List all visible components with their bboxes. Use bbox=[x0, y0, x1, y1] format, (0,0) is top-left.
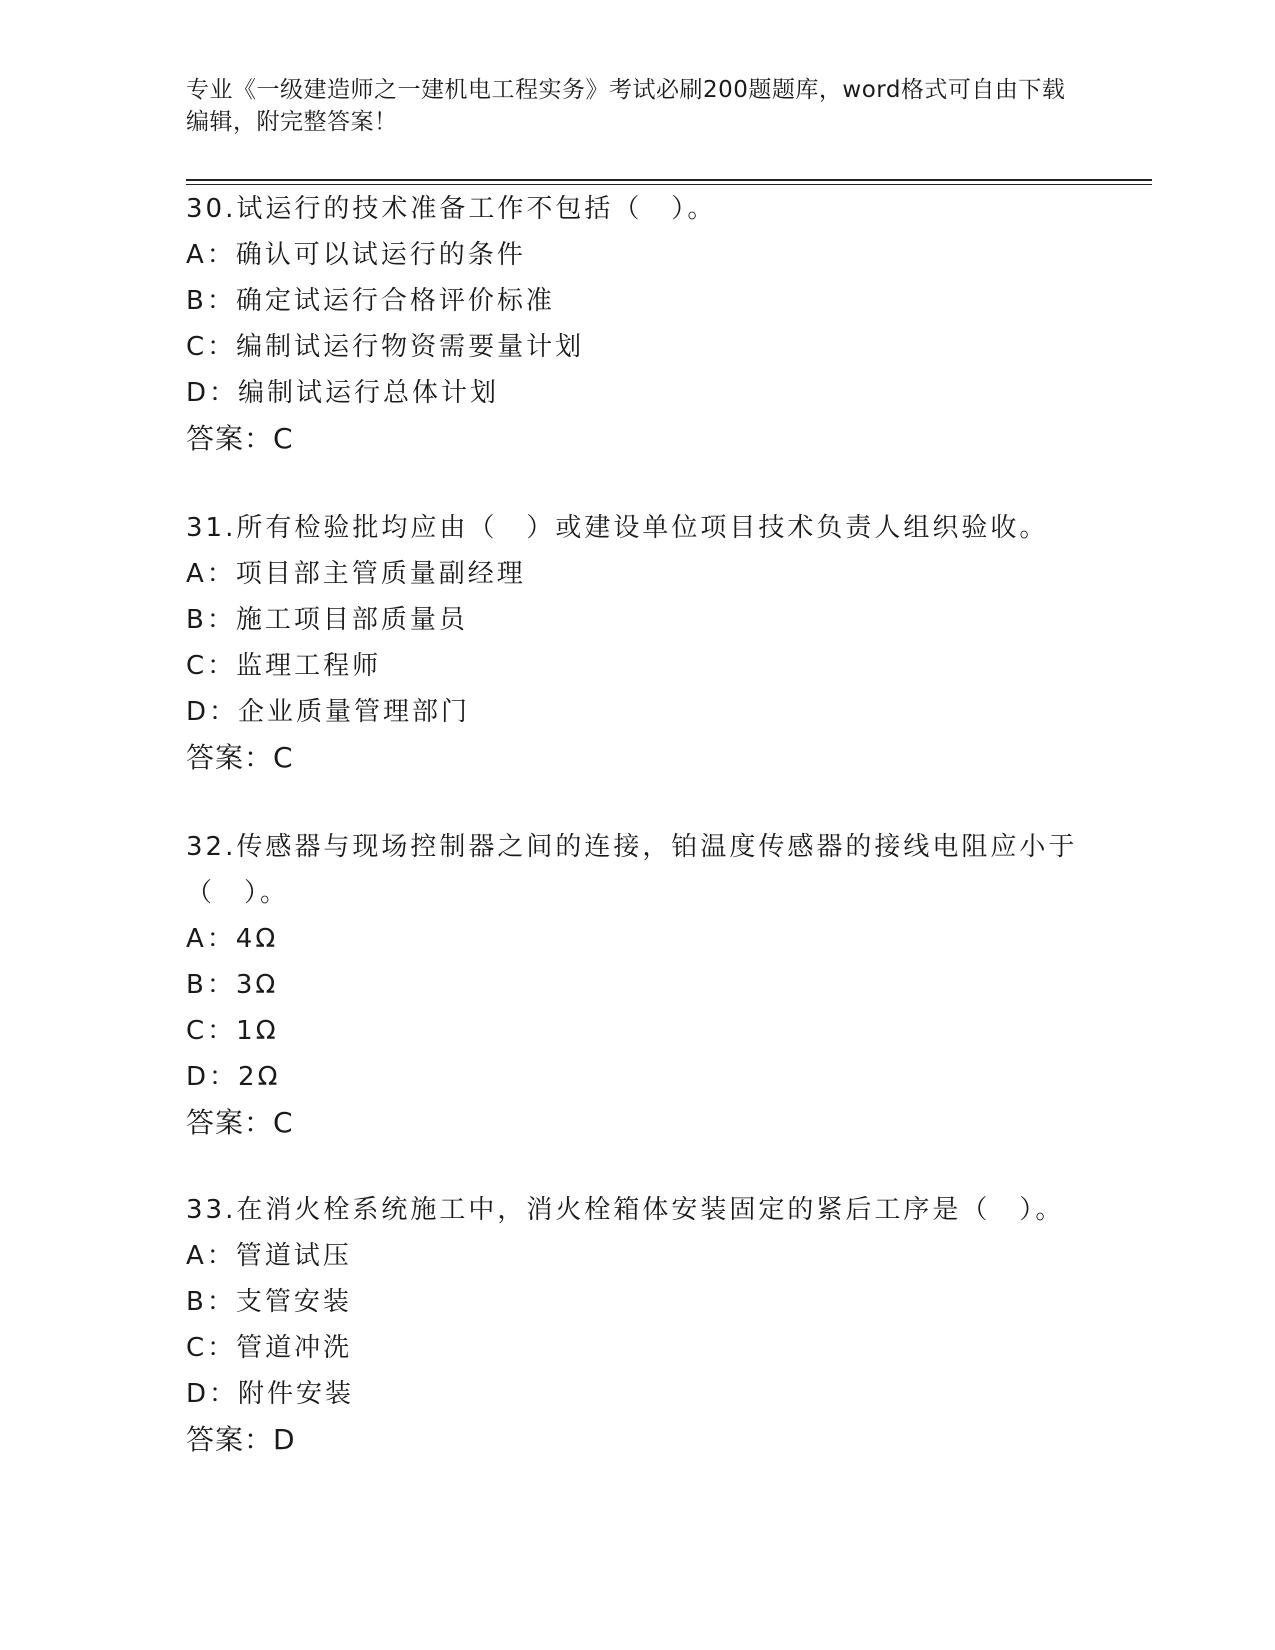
option-c: C：1Ω bbox=[186, 1016, 279, 1046]
option-a: A：管道试压 bbox=[186, 1241, 352, 1271]
option-c: C：编制试运行物资需要量计划 bbox=[186, 332, 585, 362]
option-d: D：2Ω bbox=[186, 1062, 281, 1092]
header-divider-thick bbox=[186, 179, 1152, 181]
option-d: D：企业质量管理部门 bbox=[186, 697, 471, 727]
answer-line: 答案：C bbox=[186, 422, 294, 455]
question-item bbox=[186, 824, 1106, 1146]
option-a: A：项目部主管质量副经理 bbox=[186, 559, 526, 589]
question-item bbox=[186, 1187, 1106, 1463]
question-stem: 32.传感器与现场控制器之间的连接，铂温度传感器的接线电阻应小于（ ）。 bbox=[186, 832, 1078, 908]
option-c: C：监理工程师 bbox=[186, 651, 382, 681]
question-stem: 30.试运行的技术准备工作不包括（ ）。 bbox=[186, 194, 717, 224]
answer-line: 答案：D bbox=[186, 1423, 296, 1456]
question-stem: 31.所有检验批均应由（ ）或建设单位项目技术负责人组织验收。 bbox=[186, 513, 1049, 543]
answer-line: 答案：C bbox=[186, 1106, 294, 1139]
option-c: C：管道冲洗 bbox=[186, 1333, 353, 1363]
document-header: 专业《一级建造师之一建机电工程实务》考试必刷200题题库，word格式可自由下载编辑，附完整答案！ bbox=[186, 77, 1066, 135]
option-a: A：确认可以试运行的条件 bbox=[186, 240, 526, 270]
option-b: B：支管安装 bbox=[186, 1287, 352, 1317]
question-item bbox=[186, 186, 1106, 462]
header-divider-thin bbox=[186, 184, 1152, 185]
option-d: D：附件安装 bbox=[186, 1379, 355, 1409]
question-stem: 33.在消火栓系统施工中，消火栓箱体安装固定的紧后工序是（ ）。 bbox=[186, 1195, 1065, 1225]
question-item bbox=[186, 505, 1106, 781]
option-b: B：确定试运行合格评价标准 bbox=[186, 286, 555, 316]
option-b: B：3Ω bbox=[186, 970, 279, 1000]
option-b: B：施工项目部质量员 bbox=[186, 605, 468, 635]
option-a: A：4Ω bbox=[186, 924, 279, 954]
option-d: D：编制试运行总体计划 bbox=[186, 378, 500, 408]
answer-line: 答案：C bbox=[186, 741, 294, 774]
